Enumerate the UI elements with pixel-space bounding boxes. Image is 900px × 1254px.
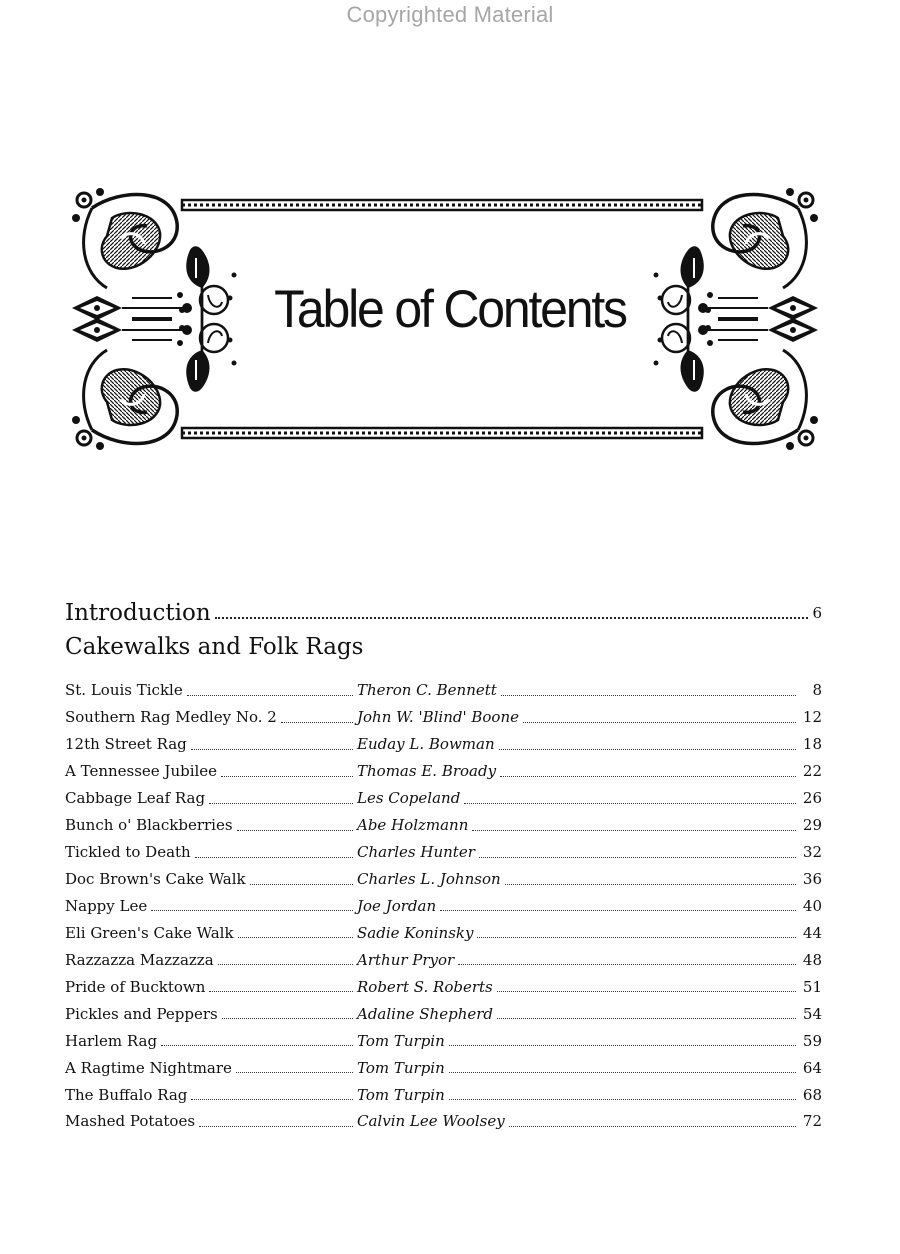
composer-name: Theron C. Bennett bbox=[357, 681, 497, 700]
composer-name: Abe Holzmann bbox=[357, 816, 469, 835]
table-row bbox=[65, 1108, 822, 1135]
composer-cell bbox=[357, 1112, 800, 1130]
song-title: Doc Brown's Cake Walk bbox=[65, 870, 246, 889]
page-number: 26 bbox=[802, 789, 822, 808]
page-number: 68 bbox=[802, 1085, 822, 1104]
dot-leader bbox=[222, 1018, 353, 1019]
composer-cell bbox=[357, 897, 800, 915]
song-title: Razzazza Mazzazza bbox=[65, 950, 214, 969]
composer-cell bbox=[357, 681, 800, 699]
song-title: The Buffalo Rag bbox=[65, 1085, 188, 1104]
song-title: Harlem Rag bbox=[65, 1031, 158, 1050]
composer-name: Charles Hunter bbox=[357, 843, 475, 862]
dot-leader bbox=[458, 964, 796, 965]
song-title-cell bbox=[65, 924, 357, 942]
composer-name: John W. 'Blind' Boone bbox=[357, 708, 519, 727]
song-title: Southern Rag Medley No. 2 bbox=[65, 708, 277, 727]
song-title: A Tennessee Jubilee bbox=[65, 762, 218, 781]
dot-leader bbox=[500, 776, 796, 777]
page-number: 72 bbox=[802, 1112, 822, 1131]
page-number: 40 bbox=[802, 896, 822, 915]
dot-leader bbox=[509, 1126, 796, 1127]
section-heading: Cakewalks and Folk Rags bbox=[65, 634, 364, 660]
dot-leader bbox=[191, 1099, 353, 1100]
song-title: Tickled to Death bbox=[65, 843, 191, 862]
table-row bbox=[65, 1027, 822, 1054]
table-row bbox=[65, 677, 822, 704]
dot-leader bbox=[250, 884, 353, 885]
page-number: 32 bbox=[802, 843, 822, 862]
song-title-cell bbox=[65, 1112, 357, 1130]
page-number: 8 bbox=[812, 681, 822, 700]
song-title-cell bbox=[65, 870, 357, 888]
table-row bbox=[65, 1081, 822, 1108]
song-title: St. Louis Tickle bbox=[65, 681, 183, 700]
dot-leader bbox=[237, 830, 353, 831]
dot-leader bbox=[449, 1099, 796, 1100]
song-title-cell bbox=[65, 708, 357, 726]
page-number: 54 bbox=[802, 1004, 822, 1023]
composer-cell bbox=[357, 951, 800, 969]
composer-name: Sadie Koninsky bbox=[357, 923, 474, 942]
song-title-cell bbox=[65, 762, 357, 780]
song-title-cell bbox=[65, 897, 357, 915]
composer-name: Tom Turpin bbox=[357, 1085, 445, 1104]
dot-leader bbox=[199, 1126, 353, 1127]
dot-leader bbox=[449, 1072, 796, 1073]
table-row bbox=[65, 946, 822, 973]
composer-cell bbox=[357, 1059, 800, 1077]
composer-cell bbox=[357, 762, 800, 780]
composer-cell bbox=[357, 816, 800, 834]
table-row bbox=[65, 1000, 822, 1027]
dot-leader bbox=[497, 1018, 796, 1019]
composer-cell bbox=[357, 708, 800, 726]
song-title: Pride of Bucktown bbox=[65, 977, 206, 996]
dot-leader bbox=[221, 776, 353, 777]
table-row bbox=[65, 758, 822, 785]
composer-cell bbox=[357, 789, 800, 807]
page-number: 12 bbox=[802, 708, 822, 727]
dot-leader bbox=[209, 803, 353, 804]
introduction-label: Introduction bbox=[65, 600, 211, 626]
page-number: 64 bbox=[802, 1058, 822, 1077]
dot-leader bbox=[477, 937, 796, 938]
composer-name: Arthur Pryor bbox=[357, 950, 455, 969]
page-number: 18 bbox=[802, 735, 822, 754]
composer-name: Tom Turpin bbox=[357, 1031, 445, 1050]
song-title: A Ragtime Nightmare bbox=[65, 1058, 232, 1077]
table-row bbox=[65, 812, 822, 839]
page-number: 51 bbox=[802, 977, 822, 996]
dot-leader bbox=[191, 749, 353, 750]
dot-leader bbox=[497, 991, 796, 992]
dot-leader bbox=[505, 884, 796, 885]
page-title: Table of Contents bbox=[274, 279, 626, 339]
page-number: 59 bbox=[802, 1031, 822, 1050]
dot-leader bbox=[187, 695, 353, 696]
song-title-cell bbox=[65, 735, 357, 753]
song-title-cell bbox=[65, 951, 357, 969]
composer-cell bbox=[357, 843, 800, 861]
table-row bbox=[65, 973, 822, 1000]
dot-leader bbox=[236, 1072, 353, 1073]
dot-leader bbox=[215, 617, 809, 619]
toc-list bbox=[65, 677, 822, 1135]
composer-cell bbox=[357, 1005, 800, 1023]
composer-cell bbox=[357, 735, 800, 753]
composer-name: Joe Jordan bbox=[357, 896, 437, 915]
dot-leader bbox=[440, 910, 796, 911]
song-title-cell bbox=[65, 789, 357, 807]
table-row bbox=[65, 1054, 822, 1081]
copyright-watermark: Copyrighted Material bbox=[346, 2, 554, 27]
dot-leader bbox=[501, 695, 796, 696]
song-title-cell bbox=[65, 843, 357, 861]
song-title-cell bbox=[65, 1086, 357, 1104]
page-number: 22 bbox=[802, 762, 822, 781]
composer-cell bbox=[357, 1032, 800, 1050]
table-row bbox=[65, 704, 822, 731]
dot-leader bbox=[523, 722, 796, 723]
composer-name: Les Copeland bbox=[357, 789, 461, 808]
page-number: 29 bbox=[802, 816, 822, 835]
composer-name: Euday L. Bowman bbox=[357, 735, 495, 754]
composer-name: Tom Turpin bbox=[357, 1058, 445, 1077]
song-title-cell bbox=[65, 1005, 357, 1023]
dot-leader bbox=[479, 857, 796, 858]
composer-cell bbox=[357, 978, 800, 996]
dot-leader bbox=[218, 964, 353, 965]
song-title-cell bbox=[65, 816, 357, 834]
table-row bbox=[65, 893, 822, 920]
song-title: Cabbage Leaf Rag bbox=[65, 789, 206, 808]
song-title: Nappy Lee bbox=[65, 896, 148, 915]
composer-cell bbox=[357, 924, 800, 942]
table-row bbox=[65, 731, 822, 758]
dot-leader bbox=[281, 722, 353, 723]
page-number: 36 bbox=[802, 870, 822, 889]
table-row bbox=[65, 785, 822, 812]
composer-cell bbox=[357, 1086, 800, 1104]
introduction-page: 6 bbox=[812, 604, 822, 622]
table-row bbox=[65, 839, 822, 866]
dot-leader bbox=[449, 1045, 796, 1046]
dot-leader bbox=[209, 991, 353, 992]
song-title: Pickles and Peppers bbox=[65, 1004, 218, 1023]
dot-leader bbox=[238, 937, 353, 938]
dot-leader bbox=[464, 803, 796, 804]
song-title: 12th Street Rag bbox=[65, 735, 187, 754]
song-title-cell bbox=[65, 681, 357, 699]
song-title: Mashed Potatoes bbox=[65, 1112, 196, 1131]
table-row bbox=[65, 919, 822, 946]
song-title-cell bbox=[65, 978, 357, 996]
composer-name: Charles L. Johnson bbox=[357, 870, 501, 889]
composer-name: Calvin Lee Woolsey bbox=[357, 1112, 505, 1131]
dot-leader bbox=[472, 830, 796, 831]
composer-name: Adaline Shepherd bbox=[357, 1004, 494, 1023]
composer-cell bbox=[357, 870, 800, 888]
composer-name: Robert S. Roberts bbox=[357, 977, 493, 996]
song-title-cell bbox=[65, 1032, 357, 1050]
dot-leader bbox=[151, 910, 353, 911]
page-number: 44 bbox=[802, 923, 822, 942]
song-title-cell bbox=[65, 1059, 357, 1077]
song-title: Bunch o' Blackberries bbox=[65, 816, 233, 835]
table-row bbox=[65, 866, 822, 893]
dot-leader bbox=[161, 1045, 353, 1046]
dot-leader bbox=[499, 749, 796, 750]
song-title: Eli Green's Cake Walk bbox=[65, 923, 234, 942]
toc-entry-introduction bbox=[65, 592, 822, 626]
composer-name: Thomas E. Broady bbox=[357, 762, 497, 781]
page-number: 48 bbox=[802, 950, 822, 969]
dot-leader bbox=[195, 857, 353, 858]
